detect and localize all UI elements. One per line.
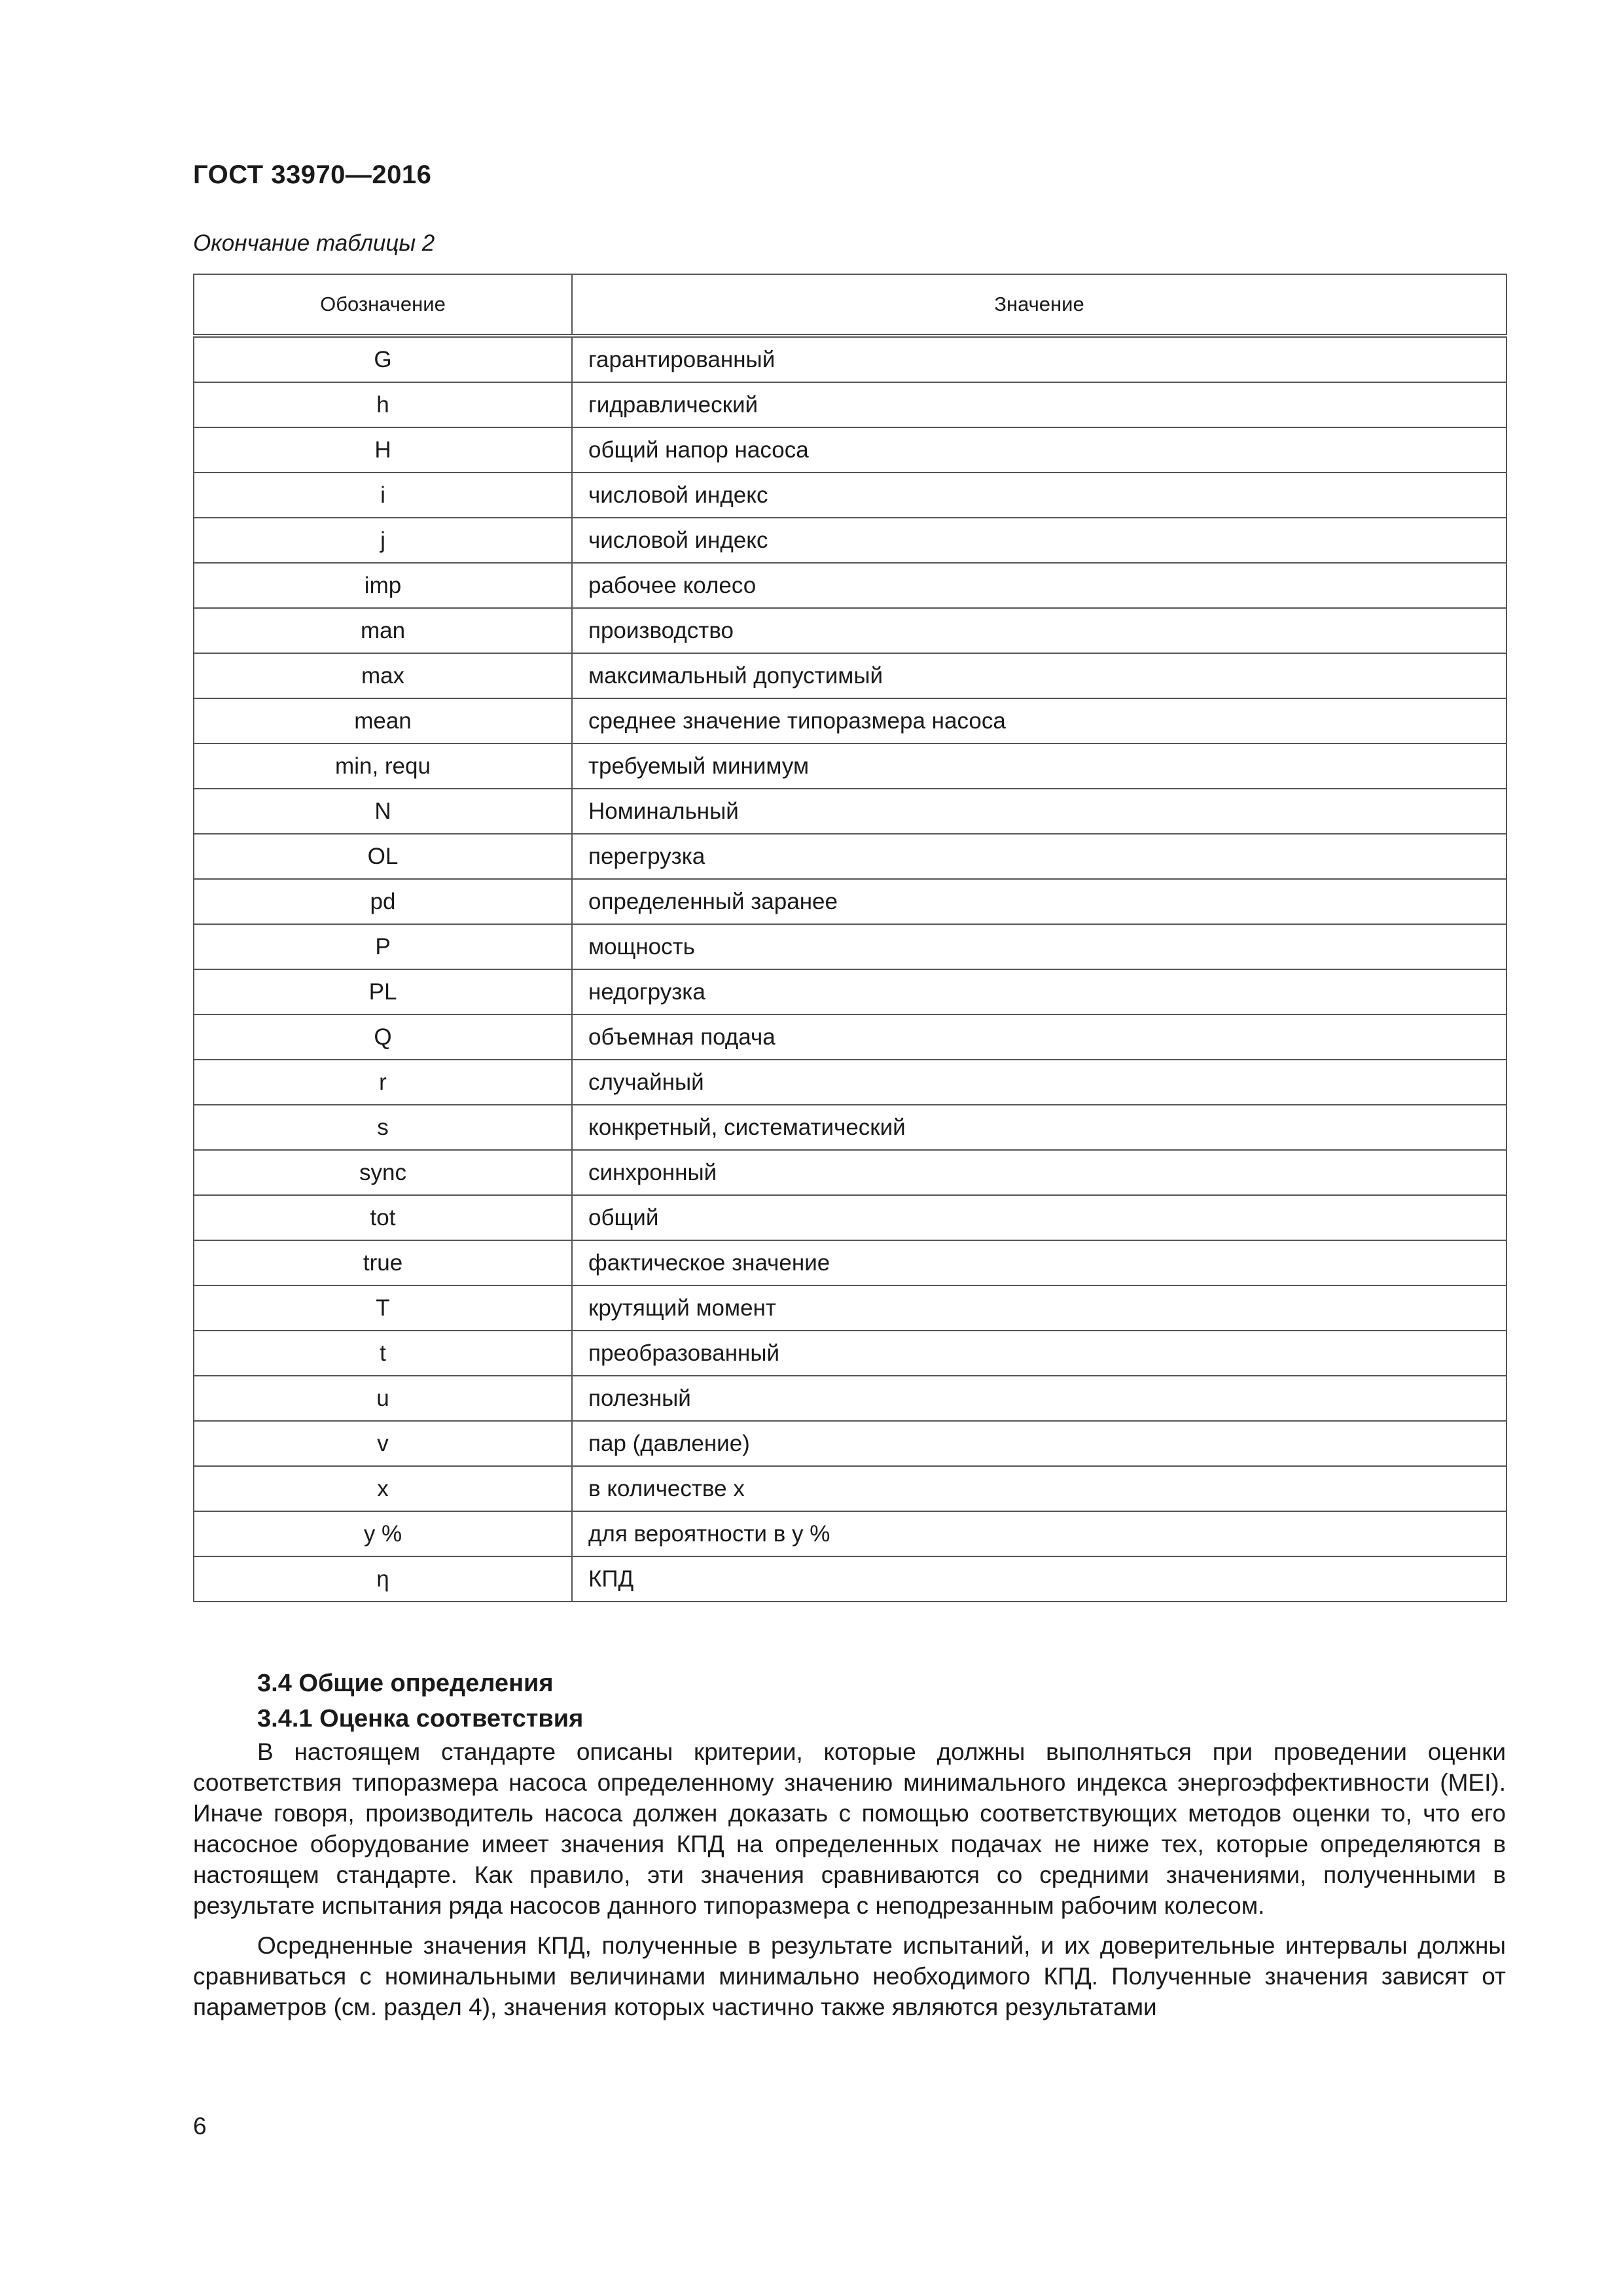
symbol-cell: G [194, 336, 572, 382]
table-row [194, 653, 1507, 698]
meaning-cell: числовой индекс [572, 473, 1507, 518]
symbol-cell: v [194, 1421, 572, 1466]
table-header-row [194, 274, 1507, 336]
meaning-cell: крутящий момент [572, 1285, 1507, 1331]
table-row [194, 969, 1507, 1014]
document-header: ГОСТ 33970—2016 [193, 160, 432, 189]
table-row [194, 1060, 1507, 1105]
meaning-cell: гидравлический [572, 382, 1507, 427]
symbol-cell: H [194, 427, 572, 473]
symbols-table [193, 274, 1507, 1602]
table-row [194, 608, 1507, 653]
table-row [194, 473, 1507, 518]
symbol-cell: imp [194, 563, 572, 608]
table-row [194, 1014, 1507, 1060]
symbol-cell: t [194, 1331, 572, 1376]
symbol-cell: j [194, 518, 572, 563]
column-header-symbol: Обозначение [194, 274, 572, 336]
meaning-cell: для вероятности в y % [572, 1511, 1507, 1556]
symbol-cell: η [194, 1556, 572, 1602]
meaning-cell: рабочее колесо [572, 563, 1507, 608]
meaning-cell: преобразованный [572, 1331, 1507, 1376]
paragraph: Осредненные значения КПД, полученные в результате испытаний, и их доверительные интервалы должны сравниваться с номинальными величинами минимально необходимого КПД. Полученные значения зависят от параметров (см. раздел 4), значения которых частично также являются результатами [193, 1932, 1506, 2020]
symbol-cell: s [194, 1105, 572, 1150]
table-row [194, 879, 1507, 924]
section-3-4 [193, 1666, 1506, 2022]
table-row [194, 834, 1507, 879]
table-row [194, 1105, 1507, 1150]
meaning-cell: конкретный, систематический [572, 1105, 1507, 1150]
meaning-cell: полезный [572, 1376, 1507, 1421]
symbol-cell: u [194, 1376, 572, 1421]
symbol-cell: man [194, 608, 572, 653]
table-row [194, 1556, 1507, 1602]
table-row [194, 563, 1507, 608]
meaning-cell: синхронный [572, 1150, 1507, 1195]
symbol-cell: N [194, 789, 572, 834]
symbol-cell: Q [194, 1014, 572, 1060]
symbol-cell: h [194, 382, 572, 427]
symbol-cell: min, requ [194, 744, 572, 789]
meaning-cell: Номинальный [572, 789, 1507, 834]
table-row [194, 1150, 1507, 1195]
table-row [194, 1376, 1507, 1421]
table-row [194, 1511, 1507, 1556]
meaning-cell: числовой индекс [572, 518, 1507, 563]
symbol-cell: tot [194, 1195, 572, 1240]
meaning-cell: пар (давление) [572, 1421, 1507, 1466]
table-row [194, 924, 1507, 969]
table-row [194, 427, 1507, 473]
meaning-cell: среднее значение типоразмера насоса [572, 698, 1507, 744]
table-row [194, 336, 1507, 382]
table-row [194, 1331, 1507, 1376]
meaning-cell: объемная подача [572, 1014, 1507, 1060]
table-row [194, 789, 1507, 834]
table-row [194, 698, 1507, 744]
subsection-heading: 3.4.1 Оценка соответствия [257, 1705, 584, 1732]
table-row [194, 1466, 1507, 1511]
symbol-cell: P [194, 924, 572, 969]
table-caption: Окончание таблицы 2 [193, 230, 435, 256]
meaning-cell: в количестве x [572, 1466, 1507, 1511]
paragraph: В настоящем стандарте описаны критерии, которые должны выполняться при проведении оценки соответствия типоразмера насоса определенному значению минимального индекса энергоэффективности (MEI). Иначе говоря, производитель насоса должен доказать с помощью соответствующих методов оценки то, что его насосное оборудование имеет значения КПД на определенных подачах не ниже тех, которые определяются в настоящем стандарте. Как правило, эти значения сравниваются со средними значениями, полученными в результате испытания ряда насосов данного типоразмера с неподрезанным рабочим колесом. [193, 1738, 1506, 1919]
symbol-cell: i [194, 473, 572, 518]
meaning-cell: случайный [572, 1060, 1507, 1105]
table-row [194, 382, 1507, 427]
table-row [194, 1421, 1507, 1466]
table-row [194, 1285, 1507, 1331]
symbol-cell: PL [194, 969, 572, 1014]
meaning-cell: определенный заранее [572, 879, 1507, 924]
symbol-cell: true [194, 1240, 572, 1285]
symbol-cell: T [194, 1285, 572, 1331]
meaning-cell: общий [572, 1195, 1507, 1240]
meaning-cell: фактическое значение [572, 1240, 1507, 1285]
symbol-cell: pd [194, 879, 572, 924]
meaning-cell: КПД [572, 1556, 1507, 1602]
column-header-meaning: Значение [572, 274, 1507, 336]
meaning-cell: мощность [572, 924, 1507, 969]
symbol-cell: sync [194, 1150, 572, 1195]
symbol-cell: r [194, 1060, 572, 1105]
meaning-cell: производство [572, 608, 1507, 653]
meaning-cell: максимальный допустимый [572, 653, 1507, 698]
page-number: 6 [193, 2113, 207, 2140]
meaning-cell: гарантированный [572, 336, 1507, 382]
meaning-cell: недогрузка [572, 969, 1507, 1014]
symbol-cell: x [194, 1466, 572, 1511]
meaning-cell: перегрузка [572, 834, 1507, 879]
table-row [194, 1195, 1507, 1240]
table-body [194, 336, 1507, 1602]
meaning-cell: общий напор насоса [572, 427, 1507, 473]
meaning-cell: требуемый минимум [572, 744, 1507, 789]
symbol-cell: mean [194, 698, 572, 744]
symbol-cell: max [194, 653, 572, 698]
table-row [194, 1240, 1507, 1285]
section-heading: 3.4 Общие определения [257, 1670, 554, 1697]
symbol-cell: y % [194, 1511, 572, 1556]
table-row [194, 518, 1507, 563]
table-row [194, 744, 1507, 789]
symbol-cell: OL [194, 834, 572, 879]
